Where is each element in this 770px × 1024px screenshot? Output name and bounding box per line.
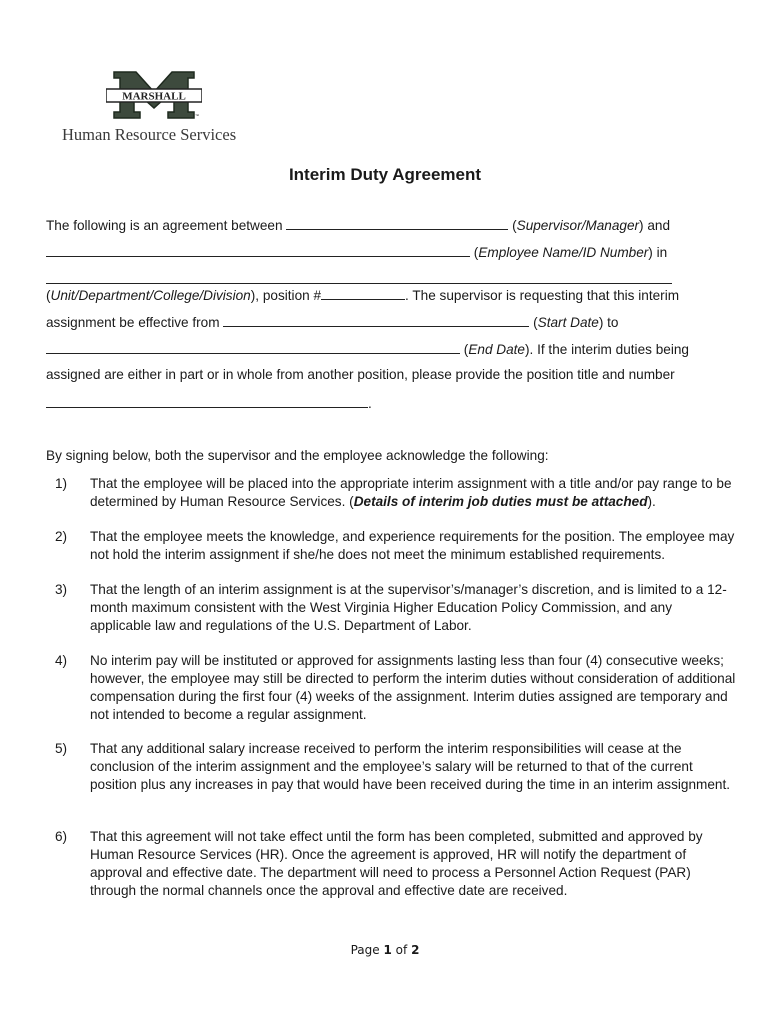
start-date-blank[interactable] [223, 313, 529, 327]
list-item: 5) That any additional salary increase received to perform the interim responsibilities will cease at the conclusion of the interim assignment and the employee’s salary will be returned to that of the current position plus any increases in pay that would have been received during the time in an interim assignment. [55, 741, 731, 792]
agreement-line-5: assignment be effective from (Start Date) to [46, 315, 619, 330]
employee-label: Employee Name/ID Number [478, 245, 649, 260]
agreement-line-7: assigned are either in part or in whole from another position, please provide the position title and number [46, 367, 675, 382]
position-title-blank[interactable] [46, 394, 368, 408]
agreement-line-8: . [46, 394, 372, 412]
supervisor-label: Supervisor/Manager [516, 218, 640, 233]
agreement-line-2: (Employee Name/ID Number) in [46, 243, 667, 261]
list-item: 6) That this agreement will not take effect until the form has been completed, submitted and approved by Human Resource Services (HR). Once the agreement is approved, HR will notify the department of approval and effective date. The department will need to process a Personnel Action Request (PAR) through the normal channels once the approval and effective date are received. [55, 829, 703, 898]
position-number-blank[interactable] [321, 286, 405, 300]
list-item: 2) That the employee meets the knowledge, and experience requirements for the position. The employee may not hold the interim assignment if she/he does not meet the minimum established requirements. [55, 529, 735, 562]
marshall-m-logo-icon [106, 70, 202, 120]
end-date-label: End Date [468, 342, 525, 357]
document-title: Interim Duty Agreement [288, 165, 482, 184]
department-name: Human Resource Services [62, 125, 237, 144]
page-footer: Page 1 of 2 [350, 943, 420, 957]
list-item: 4) No interim pay will be instituted or approved for assignments lasting less than four (4) consecutive weeks; however, the employee may still be directed to perform the interim duties without consideration of additional compensation during the first four (4) weeks of the assignment. Interim duties assigned are temporary and not intended to become a regular assignment. [55, 653, 736, 722]
logo-wordmark: MARSHALL [122, 90, 186, 103]
employee-blank[interactable] [46, 243, 470, 257]
acknowledge-lead: By signing below, both the supervisor and the employee acknowledge the following: [46, 448, 549, 463]
unit-label: Unit/Department/College/Division [50, 288, 251, 303]
unit-blank[interactable] [46, 270, 672, 284]
marshall-logo [62, 70, 242, 145]
start-date-label: Start Date [537, 315, 599, 330]
supervisor-blank[interactable] [286, 216, 508, 230]
agreement-line-4: (Unit/Department/College/Division), position # . The supervisor is requesting that this interim [46, 288, 680, 303]
page-total: 2 [411, 943, 420, 957]
list-item: 3) That the length of an interim assignment is at the supervisor’s/manager’s discretion, and is limited to a 12-month maximum consistent with the West Virginia Higher Education Policy Commission, and any applicable law and regulations of the U.S. Department of Labor. [55, 582, 727, 633]
end-date-blank[interactable] [46, 340, 460, 354]
agreement-line-1: The following is an agreement between (Supervisor/Manager) and [46, 218, 671, 233]
list-item: 1) That the employee will be placed into the appropriate interim assignment with a title and/or pay range to be determined by Human Resource Services. (Details of interim job duties must be attached). [55, 476, 732, 509]
svg-text:™: ™ [195, 113, 199, 118]
page-number: 1 [383, 943, 392, 957]
attachment-note: Details of interim job duties must be attached [353, 494, 648, 509]
agreement-line-6: (End Date). If the interim duties being [46, 340, 689, 358]
